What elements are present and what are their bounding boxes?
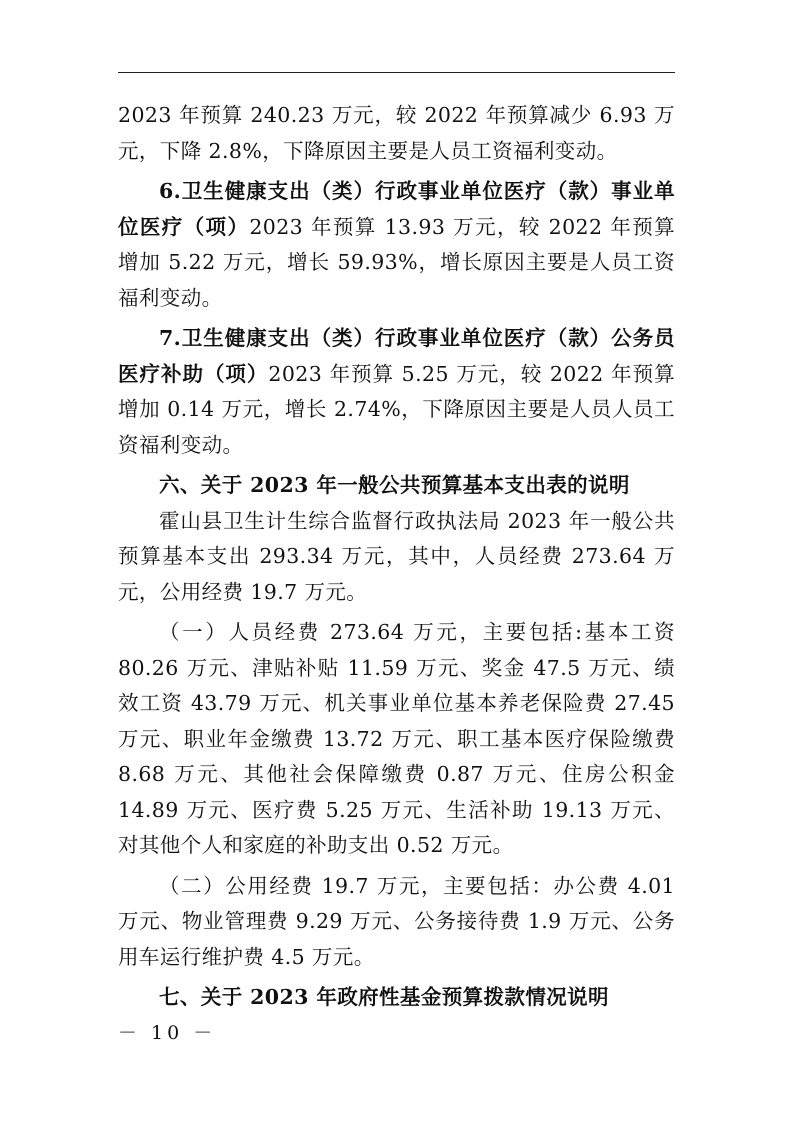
- item7-title: 7.卫生健康支出（类）行政事业单位医疗（款）公务员医疗补助（项）: [118, 326, 675, 386]
- item6-text: 2023 年预算 13.93 万元，较 2022 年预算增加 5.22 万元，增长 59.93%，增长原因主要是人员工资福利变动。: [118, 214, 676, 310]
- section6-heading: 六、关于 2023 年一般公共预算基本支出表的说明: [159, 473, 630, 497]
- section7-heading: 七、关于 2023 年政府性基金预算拨款情况说明: [159, 985, 609, 1009]
- item6-title: 6.卫生健康支出（类）行政事业单位医疗（款）事业单位医疗（项）: [118, 179, 675, 239]
- personnel-expenses: （一）人员经费 273.64 万元，主要包括:基本工资 80.26 万元、津贴补贴 11.59 万元、奖金 47.5 万元、绩效工资 43.79 万元、机关事业单位基本养老保险费 27.45 万元、职业年金缴费 13.72 万元、职工基本医疗保险缴费 8.68 万元、其他社会保障缴费 0.87 万元、住房公积金 14.89 万元、医疗费 5.25 万元、生活补助 19.13 万元、对其他个人和家庭的补助支出 0.52 万元。: [118, 620, 675, 857]
- public-expenses: （二）公用经费 19.7 万元，主要包括：办公费 4.01 万元、物业管理费 9.29 万元、公务接待费 1.9 万元、公务用车运行维护费 4.5 万元。: [118, 873, 675, 969]
- item7-text: 2023 年预算 5.25 万元，较 2022 年预算增加 0.14 万元，增长 2.74%，下降原因主要是人员人员工资福利变动。: [118, 361, 675, 457]
- header-rule: [118, 72, 675, 73]
- section6-intro: 霍山县卫生计生综合监督行政执法局 2023 年一般公共预算基本支出 293.34 万元，其中，人员经费 273.64 万元，公用经费 19.7 万元。: [118, 508, 675, 604]
- paragraph-item5-continued: 2023 年预算 240.23 万元，较 2022 年预算减少 6.93 万元，下降 2.8%，下降原因主要是人员工资福利变动。: [118, 103, 675, 163]
- paragraph-item7: [118, 321, 675, 463]
- document-body: [118, 98, 675, 1016]
- page-number: － 10 －: [118, 1022, 217, 1044]
- paragraph-item6: [118, 174, 675, 316]
